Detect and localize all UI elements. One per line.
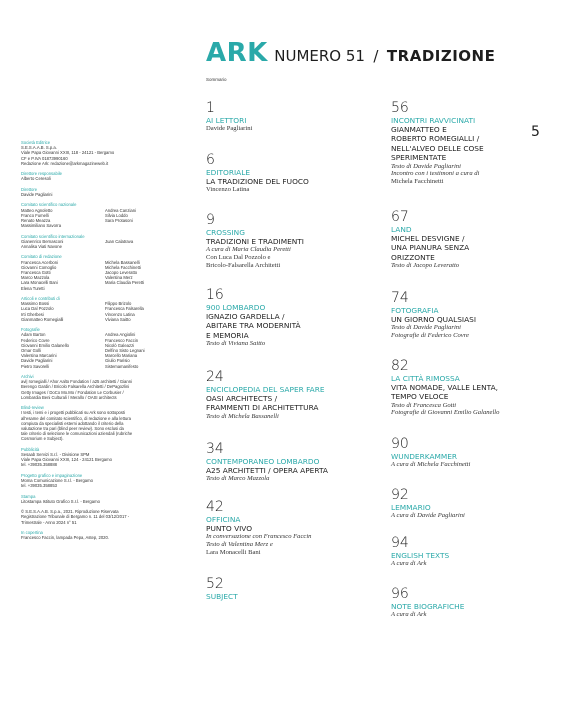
toc-page-number: 1 <box>206 100 215 116</box>
toc-title: SPERIMENTATE <box>391 153 447 163</box>
credits-name: Giovanni Emilio Galanello <box>21 342 69 348</box>
credits-name: Jacopo Leveratto <box>105 270 138 275</box>
credits-name: Davide Pagliarini <box>21 358 53 364</box>
toc-entry <box>391 210 561 270</box>
credits-name: Irti Gherbesi <box>21 311 44 317</box>
toc-section: AI LETTORI <box>206 116 247 125</box>
credits-line: valutazione tra pari (blind peer review). Sono esclusi da <box>21 426 124 432</box>
credits-block <box>21 530 189 540</box>
toc-credit: In conversazione con Francesco Faccin <box>206 533 312 541</box>
credits-name: Michela Facchinetti <box>105 264 141 270</box>
credits-name: Valentina Marcarini <box>21 353 57 359</box>
credits-block <box>21 234 189 250</box>
credits-name: Giovanni Comoglio <box>21 264 57 270</box>
toc-credit: Incontro con i testimoni a cura di <box>391 170 480 178</box>
toc-credit: Testo di Jacopo Leveratto <box>391 262 460 270</box>
credits-line: Redazione Ark: redazione@arkmagazineweb.it <box>21 160 109 166</box>
credits-heading: Direttore <box>21 186 38 192</box>
toc-entry <box>391 587 561 619</box>
credits-name: Delfino Sisto Legnani <box>105 348 145 354</box>
toc-page-number: 24 <box>206 369 224 385</box>
toc-title: LA TRADIZIONE DEL FUOCO <box>206 177 309 186</box>
credits-name: Francesca Acerboni <box>21 259 59 265</box>
credits-line: Trimestrale - Anno 2024 n° 51 <box>21 519 77 525</box>
credits-col <box>105 301 189 322</box>
toc-credit: A cura di Michela Facchinetti <box>391 461 471 468</box>
toc-entry <box>391 101 561 185</box>
toc-title: OASI ARCHITECTS / <box>206 394 278 403</box>
credits-line: Viale Papa Giovanni XXIII, 124 - 24121 Bergamo <box>21 457 112 463</box>
credits-col <box>21 260 105 291</box>
toc-entry <box>206 153 376 194</box>
toc-page-number: 90 <box>391 436 409 452</box>
credits-heading: Pubblicità <box>21 446 40 452</box>
credits-block <box>21 202 189 228</box>
credits-col <box>105 239 189 249</box>
credits-line: S.E.S.A.A.B. S.p.a. <box>21 145 57 151</box>
toc-credit: Testo di Davide Pagliarini <box>391 324 461 332</box>
credits-block <box>21 187 189 197</box>
credits-name: Andrea Canziani <box>105 207 136 213</box>
toc-entry <box>391 536 561 568</box>
toc-page-number: 56 <box>391 100 409 116</box>
toc-entry <box>206 500 376 556</box>
credits-heading: Progetto grafico e impaginazione <box>21 472 83 478</box>
credits-columns <box>21 301 189 322</box>
credits-sidebar <box>21 140 189 546</box>
credits-name: Renato Meazza <box>21 218 51 223</box>
toc-entry <box>206 213 376 269</box>
credits-line: all'esame del comitato scientifico, di redazione e alla lettura <box>21 415 131 421</box>
credits-line: Cosmorium e Subject). <box>21 436 64 442</box>
credits-col <box>21 332 105 368</box>
masthead <box>206 38 495 68</box>
credits-line: Lombardia Beni Culturali / Merallo / OASI architects <box>21 394 117 400</box>
credits-columns <box>21 332 189 368</box>
credits-line: tale criterio di selezione le comunicazioni aziendali (rubriche <box>21 431 133 437</box>
toc-section: CROSSING <box>206 228 245 237</box>
toc-credit: Davide Pagliarini <box>206 125 253 132</box>
credits-name: Lara Monacelli Bani <box>21 280 58 286</box>
credits-block <box>21 405 189 441</box>
toc-page-number: 94 <box>391 535 409 551</box>
credits-line: Viale Papa Giovanni XXIII, 118 - 24121 - Bergamo <box>21 150 115 156</box>
toc-credit: Vincenzo Latina <box>206 186 250 194</box>
credits-name: Franco Fumelli <box>21 212 49 218</box>
issue-number: NUMERO 51 <box>274 47 365 65</box>
toc-section: FOTOGRAFIA <box>391 306 439 315</box>
title-separator: / <box>373 47 379 65</box>
toc-title: NELL'ALVEO DELLE COSE <box>391 143 484 153</box>
toc-credit: A cura di Davide Pagliarini <box>391 512 465 519</box>
credits-line: tel. +39035.358853 <box>21 483 57 489</box>
toc-section: 900 LOMBARDO <box>206 303 266 312</box>
credits-name: Francesco Faccin <box>105 337 139 343</box>
credits-heading: Archivi <box>21 374 34 380</box>
toc-title: A25 ARCHITETTI / OPERA APERTA <box>206 466 328 475</box>
credits-line: Moma Comunicazione S.r.l. - Bergamo <box>21 478 93 484</box>
toc-entry <box>206 101 376 133</box>
credits-block <box>21 473 189 489</box>
credits-block <box>21 140 189 166</box>
credits-heading: Fotografie <box>21 327 40 333</box>
toc-section: ENGLISH TEXTS <box>391 551 450 560</box>
credits-columns <box>21 239 189 249</box>
credits-name: Elena Turetti <box>21 285 45 291</box>
credits-heading: Articoli e contributi di <box>21 296 60 301</box>
credits-name: Juan Calatrava <box>105 238 134 244</box>
toc-title: TEMPO VELOCE <box>391 392 449 402</box>
credits-col <box>21 208 105 229</box>
credits-col <box>21 239 105 249</box>
toc-entry <box>206 577 376 601</box>
credits-col <box>105 208 189 229</box>
credits-heading: Blind-review <box>21 405 44 411</box>
credits-line: compiuta da specialisti esterni adottando il criterio della <box>21 420 124 426</box>
toc-page-number: 42 <box>206 499 224 515</box>
credits-name: Francesca Falsarella <box>105 306 144 312</box>
toc-title: FRAMMENTI DI ARCHITETTURA <box>206 403 319 413</box>
credits-block <box>21 254 189 290</box>
toc-title: PUNTO VIVO <box>206 524 253 533</box>
toc-section: WUNDERKAMMER <box>391 452 458 461</box>
credits-line: Registrazione Tribunale di Bergamo n. 11 del 03/12/2017 - <box>21 514 130 520</box>
credits-line: Litostampa Istituto Grafico S.r.l. - Bergamo <box>21 498 100 504</box>
toc-title: TRADIZIONI E TRADIMENTI <box>206 237 304 246</box>
toc-section: EDITORIALE <box>206 168 251 177</box>
credits-line: Francesco Faccin, lampada Pepa, Astep, 2020. <box>21 535 109 541</box>
credits-block <box>21 327 189 369</box>
toc-credit: Testo di Francesca Gotti <box>391 401 457 409</box>
credits-name: Viviana Saitto <box>105 316 131 322</box>
credits-col <box>105 260 189 291</box>
credits-name: Andrea Angiolini <box>105 332 136 338</box>
toc-page-number: 92 <box>391 487 409 503</box>
toc-entry <box>206 370 376 420</box>
credits-name: Gianmatteo Romegialli <box>21 316 64 322</box>
credits-line: I testi, i temi e i progetti pubblicati su Ark sono sottoposti <box>21 410 126 416</box>
issue-theme: TRADIZIONE <box>386 47 496 65</box>
credits-name: Luca Dal Pozzolo <box>21 306 54 312</box>
toc-credit: Testo di Davide Pagliarini <box>391 162 461 170</box>
credits-name: Marcello Mariana <box>105 353 138 359</box>
credits-line: CF e P.IVA 01873990160 <box>21 155 68 161</box>
credits-name: Sara Protasoni <box>105 218 133 223</box>
credits-heading: Comitato di redazione <box>21 254 62 260</box>
credits-name: Federico Covre <box>21 337 50 343</box>
toc-section: OFFICINA <box>206 515 241 524</box>
toc-credit: Lara Monacelli Bani <box>206 548 261 556</box>
credits-line: avi| romegialli / Ahor Aalto Fondation / a25 architetti / Gianni <box>21 379 132 385</box>
page-number: 5 <box>531 124 540 140</box>
credits-name: Matteo Agnoletto <box>21 207 53 213</box>
toc-page-number: 74 <box>391 290 409 306</box>
credits-col <box>105 332 189 368</box>
credits-heading: Stampa <box>21 493 36 499</box>
toc-title: VITA NOMADE, VALLE LENTA, <box>391 383 498 392</box>
credits-name: Francesca Gotti <box>21 270 51 275</box>
toc-section: LA CITTÀ RIMOSSA <box>391 374 460 383</box>
toc-section: LEMMARIO <box>391 503 431 512</box>
credits-block <box>21 447 189 468</box>
toc-credit: Testo di Valentina Merz e <box>206 541 273 548</box>
credits-col <box>21 301 105 322</box>
credits-name: Pietro Savorelli <box>21 363 50 369</box>
toc-title: GIANMATTEO E <box>391 125 447 134</box>
credits-block <box>21 509 189 525</box>
credits-name: Sistemamanifesto <box>105 363 139 369</box>
credits-heading: Comitato scientifico nazionale <box>21 202 77 208</box>
credits-block <box>21 296 189 322</box>
toc-title: ABITARE TRA MODERNITÀ <box>206 321 301 331</box>
toc-section: LAND <box>391 225 412 234</box>
toc-page-number: 34 <box>206 441 224 457</box>
credits-line: Getty Images / DoCo Mo.Mo / Fondation Le Corbusier / <box>21 389 124 395</box>
toc-credit: Testo di Marco Mazzola <box>206 475 270 483</box>
credits-line: Alberto Ceresoli <box>21 176 51 182</box>
toc-credit: Fotografie di Giovanni Emilio Galanello <box>391 409 500 417</box>
credits-name: Massimo Bossi <box>21 301 50 307</box>
toc-entry <box>391 488 561 520</box>
credits-heading: Comitato scientifico internazionale <box>21 233 85 239</box>
credits-name: Marco Mazzola <box>21 275 50 281</box>
toc-page-number: 96 <box>391 586 409 602</box>
credits-block <box>21 171 189 181</box>
credits-columns <box>21 208 189 229</box>
credits-name: Gianenrico Bernasconi <box>21 238 64 244</box>
credits-name: Maria Claudia Peretti <box>105 280 145 286</box>
toc-section: SUBJECT <box>206 592 238 601</box>
credits-name: Silvia Loddo <box>105 212 128 218</box>
toc-entry <box>206 442 376 483</box>
brand-logo: ARK <box>206 38 268 68</box>
toc-entry <box>206 288 376 348</box>
toc-credit: Bricolo-Falsarella Architetti <box>206 261 281 269</box>
toc-entry <box>391 359 561 417</box>
toc-credit: A cura di Ark <box>391 560 427 567</box>
toc-credit: A cura di Ark <box>391 611 427 618</box>
toc-section: INCONTRI RAVVICINATI <box>391 116 476 125</box>
toc-page-number: 52 <box>206 576 224 592</box>
credits-name: Giulio Parisio <box>105 358 130 364</box>
credits-name: Annalisa Viati Navone <box>21 244 62 249</box>
toc-credit: Testo di Michela Bassanelli <box>206 412 279 420</box>
toc-page-number: 82 <box>391 358 409 374</box>
toc-entry <box>391 437 561 469</box>
toc-title: ROBERTO ROMEGIALLI / <box>391 134 480 144</box>
credits-block <box>21 374 189 400</box>
toc-page-number: 6 <box>206 152 215 168</box>
credits-heading: In copertina <box>21 530 43 536</box>
credits-name: Vincenzo Latina <box>105 311 135 317</box>
toc-credit: Con Luca Dal Pozzolo e <box>206 254 271 261</box>
toc-title: UNA PIANURA SENZA <box>391 243 470 253</box>
toc-title: MICHEL DESVIGNE / <box>391 234 465 243</box>
toc-page-number: 16 <box>206 287 224 303</box>
credits-line: Berengo Gardin / Bricolo Falsarella Architetti / DePagozlini <box>21 384 130 390</box>
credits-columns <box>21 260 189 291</box>
credits-heading: Direttore responsabile <box>21 171 62 177</box>
toc-section: NOTE BIOGRAFICHE <box>391 602 465 611</box>
toc-title: UN GIORNO QUALSIASI <box>391 315 477 324</box>
credits-line: Davide Pagliarini <box>21 192 53 197</box>
credits-name: Omar Golli <box>21 348 42 354</box>
credits-name: Adam Barton <box>21 332 46 338</box>
toc-credit: Michela Facchinetti <box>391 177 444 185</box>
credits-line: Sesaab Servizi S.r.l. - Divisione SPM <box>21 452 90 458</box>
credits-name: Massimiliano Savorra <box>21 223 62 229</box>
toc-title: ORIZZONTE <box>391 252 435 262</box>
toc-section: CONTEMPORANEO LOMBARDO <box>206 457 320 466</box>
credits-heading: Società Editrice <box>21 140 51 145</box>
toc-credit: Testo di Viviana Saitto <box>206 340 266 348</box>
toc-credit: Fotografie di Federico Covre <box>391 332 469 339</box>
credits-name: Michela Bassanelli <box>105 259 140 265</box>
sommario-label: Sommario <box>206 77 227 82</box>
toc-title: IGNAZIO GARDELLA / <box>206 312 285 321</box>
credits-line: © S.E.S.A.A.B. S.p.a., 2021. Riproduzione Riservata <box>21 509 119 515</box>
toc-title: E MEMORIA <box>206 330 249 340</box>
credits-block <box>21 494 189 504</box>
toc-page-number: 67 <box>391 209 409 225</box>
toc-credit: A cura di Maria Claudia Peretti <box>206 246 291 254</box>
toc-entry <box>391 291 561 340</box>
toc-page-number: 9 <box>206 212 215 228</box>
credits-line: tel. +39035.358888 <box>21 462 57 468</box>
toc-section: ENCICLOPEDIA DEL SAPER FARE <box>206 385 325 394</box>
credits-name: Valentina Merz <box>105 275 133 281</box>
credits-name: Nicolò Galeazzi <box>105 342 135 348</box>
credits-name: Filippo Brizolo <box>105 301 132 307</box>
